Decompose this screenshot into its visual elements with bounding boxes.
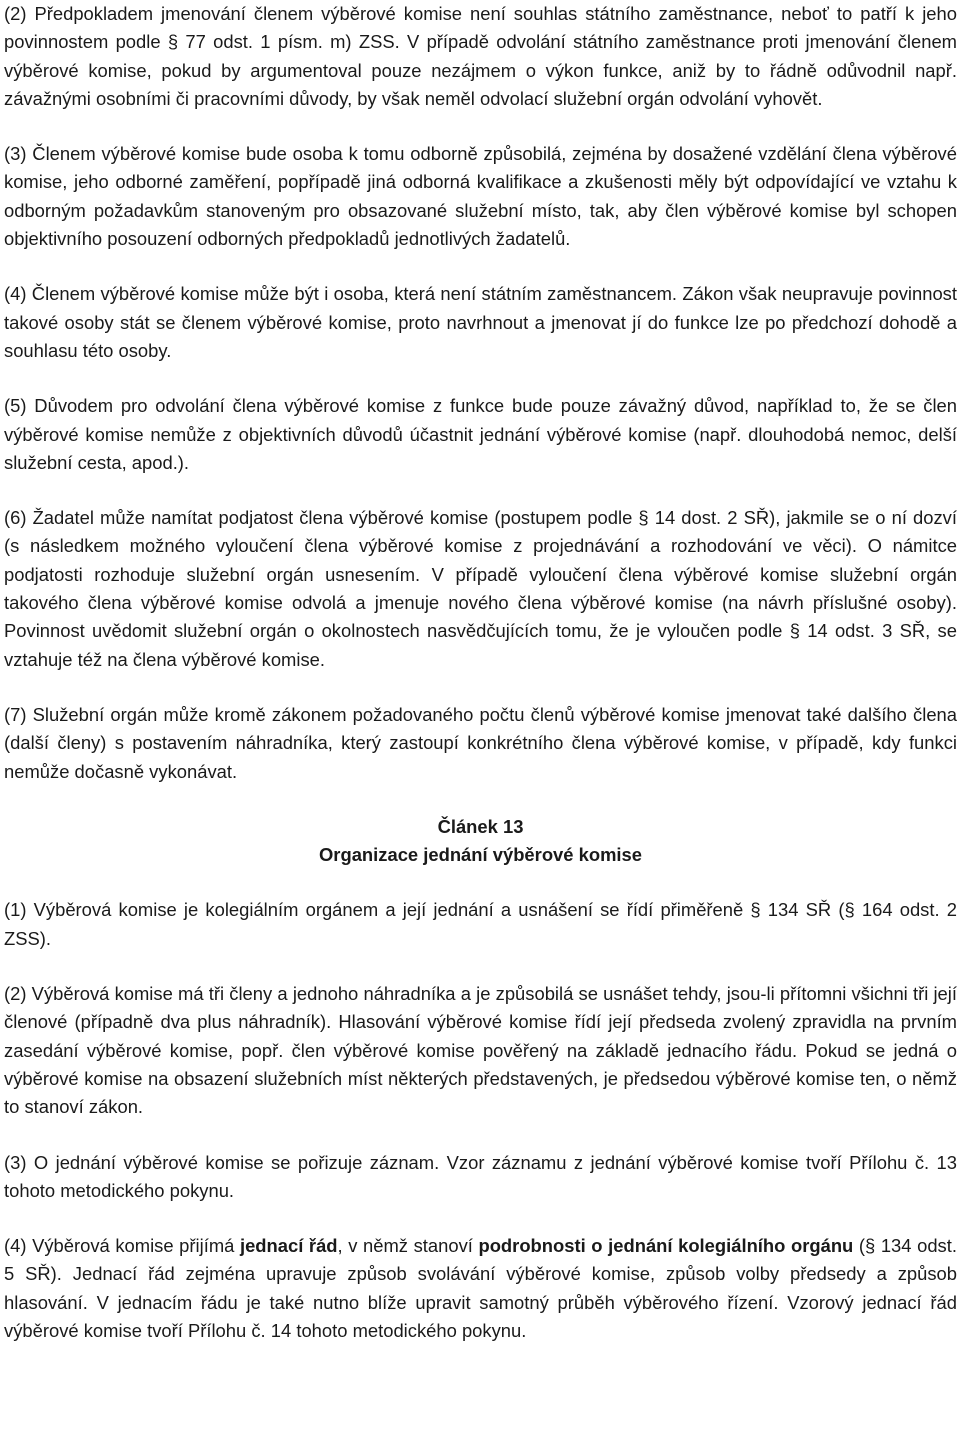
paragraph-3: (3) Členem výběrové komise bude osoba k tomu odborně způsobilá, zejména by dosažené vzdělání člena výběrové komise, jeho odborné zaměření, popřípadě jiná odborná kvalifikace a zkušenosti měly být odpovídající ve vztahu k odborným požadavkům stanoveným pro obsazované služební místo, tak, aby člen výběrové komise byl schopen objektivního posouzení odborných předpokladů jednotlivých žadatelů. [4,143,957,250]
bold-term-podrobnosti: podrobnosti o jednání kolegiálního orgánu [478,1235,854,1257]
spacer [4,477,957,504]
text-run: , v němž stanoví [337,1235,479,1257]
paragraph-5: (5) Důvodem pro odvolání člena výběrové komise z funkce bude pouze závažný důvod, například to, že se člen výběrové komise nemůže z objektivních důvodů účastnit jednání výběrové komise (např. dlouhodobá nemoc, delší služební cesta, apod.). [4,395,957,473]
spacer [4,253,957,280]
spacer [4,365,957,392]
text-run: (§ 134 odst. 5 SŘ). Jednací řád zejména upravuje způsob svolávání výběrové komise, způsob volby předsedy a způsob hlasování. V jednacím řádu je také nutno blíže upravit samotný průběh výběrového řízení. Vzorový jednací řád výběrové komise tvoří Přílohu č. 14 tohoto metodického pokynu. [4,1235,957,1341]
spacer [4,953,957,980]
spacer [4,113,957,140]
paragraph-2: (2) Předpokladem jmenování členem výběrové komise není souhlas státního zaměstnance, neboť to patří k jeho povinnostem podle § 77 odst. 1 písm. m) ZSS. V případě odvolání státního zaměstnance proti jmenování členem výběrové komise, pokud by argumentoval pouze nezájmem o výkon funkce, aniž by to řádně odůvodnil např. závažnými osobními či pracovními důvody, by však neměl odvolací služební orgán odvolání vyhovět. [4,3,957,109]
bold-term-jednaci-rad: jednací řád [239,1235,338,1257]
spacer [4,1205,957,1232]
paragraph-7: (7) Služební orgán může kromě zákonem požadovaného počtu členů výběrové komise jmenovat také dalšího člena (další členy) s postavením náhradníka, který zastoupí konkrétního člena výběrové komise, v případě, kdy funkci nemůže dočasně vykonávat. [4,703,957,782]
article-number: Článek 13 [437,815,524,837]
paragraph-6: (6) Žadatel může namítat podjatost člena výběrové komise (postupem podle § 14 dost. 2 SŘ), jakmile se o ní dozví (s následkem možného vyloučení člena výběrové komise z projednávání a rozhodování ve věci). O námitce podjatosti rozhoduje služební orgán usnesením. V případě vyloučení člena výběrové komise služební orgán takového člena výběrové komise odvolá a jmenuje nového člena výběrové komise (na návrh příslušné osoby). Povinnost uvědomit služební orgán o okolnostech nasvědčujících tomu, že je vyloučen podle § 14 odst. 3 SŘ, se vztahuje též na člena výběrové komise. [4,507,957,670]
spacer [4,1122,957,1149]
paragraph-4: (4) Členem výběrové komise může být i osoba, která není státním zaměstnancem. Zákon však neupravuje povinnost takové osoby stát se členem výběrové komise, proto navrhnout a jmenovat jí do funkce lze po předchozí dohodě a souhlasu této osoby. [4,283,957,361]
article-title: Organizace jednání výběrové komise [319,844,642,866]
article-paragraph-2: (2) Výběrová komise má tři členy a jednoho náhradníka a je způsobilá se usnášet tehdy, jsou-li přítomni všichni tři její členové (případně dva plus náhradník). Hlasování výběrové komise řídí její předseda zvolený zpravidla na prvním zasedání výběrové komise, popř. člen výběrové komise pověřený na základě jednacího řádu. Pokud se jedná o výběrové komise na obsazení služebních míst některých představených, je předsedou výběrové komise ten, o němž to stanoví zákon. [4,983,957,1118]
article-paragraph-3: (3) O jednání výběrové komise se pořizuje záznam. Vzor záznamu z jednání výběrové komise tvoří Přílohu č. 13 tohoto metodického pokynu. [4,1151,957,1201]
spacer [4,869,957,896]
article-paragraph-4 [4,1232,957,1345]
spacer [4,674,957,701]
spacer [4,786,957,813]
document-page [4,0,957,1345]
text-run: (4) Výběrová komise přijímá [4,1235,240,1257]
article-paragraph-1: (1) Výběrová komise je kolegiálním orgánem a její jednání a usnášení se řídí přiměřeně § 134 SŘ (§ 164 odst. 2 ZSS). [4,899,957,949]
